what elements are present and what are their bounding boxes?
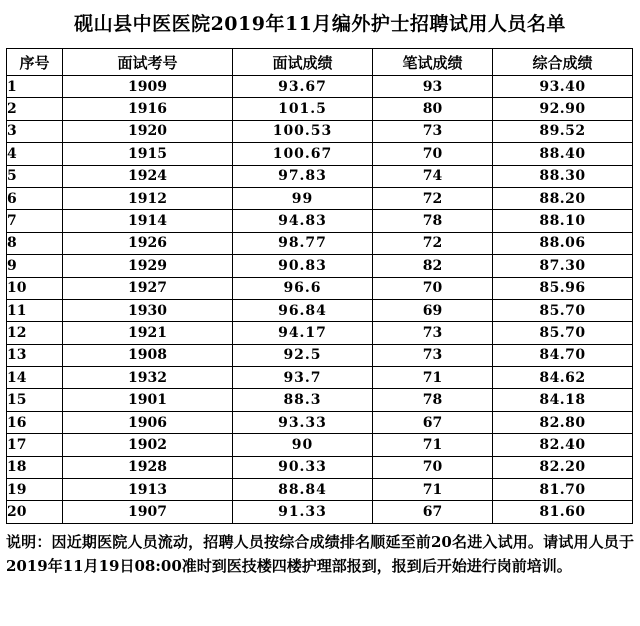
table-row xyxy=(7,143,633,165)
cell-interview-score: 94.17 xyxy=(233,322,373,344)
cell-interview-id: 1932 xyxy=(63,367,233,389)
table-row xyxy=(7,479,633,501)
table-row xyxy=(7,255,633,277)
header-seq: 序号 xyxy=(7,49,63,76)
table-row xyxy=(7,299,633,321)
cell-interview-id: 1908 xyxy=(63,344,233,366)
results-table xyxy=(6,48,633,524)
table-row xyxy=(7,344,633,366)
table-row xyxy=(7,434,633,456)
cell-total-score: 88.40 xyxy=(493,143,633,165)
cell-interview-id: 1929 xyxy=(63,255,233,277)
header-interview-id: 面试考号 xyxy=(63,49,233,76)
cell-written-score: 73 xyxy=(373,120,493,142)
cell-interview-id: 1912 xyxy=(63,187,233,209)
table-row xyxy=(7,389,633,411)
cell-written-score: 71 xyxy=(373,434,493,456)
table-row xyxy=(7,277,633,299)
cell-interview-score: 97.83 xyxy=(233,165,373,187)
cell-seq: 8 xyxy=(7,232,63,254)
cell-total-score: 85.70 xyxy=(493,322,633,344)
cell-written-score: 71 xyxy=(373,367,493,389)
cell-seq: 13 xyxy=(7,344,63,366)
table-row xyxy=(7,120,633,142)
cell-written-score: 67 xyxy=(373,501,493,523)
cell-written-score: 70 xyxy=(373,456,493,478)
cell-total-score: 89.52 xyxy=(493,120,633,142)
cell-written-score: 80 xyxy=(373,98,493,120)
cell-total-score: 92.90 xyxy=(493,98,633,120)
table-row xyxy=(7,322,633,344)
table-row xyxy=(7,456,633,478)
cell-seq: 15 xyxy=(7,389,63,411)
cell-interview-id: 1928 xyxy=(63,456,233,478)
cell-total-score: 81.70 xyxy=(493,479,633,501)
cell-interview-id: 1902 xyxy=(63,434,233,456)
cell-interview-score: 93.67 xyxy=(233,76,373,98)
cell-total-score: 81.60 xyxy=(493,501,633,523)
cell-interview-id: 1915 xyxy=(63,143,233,165)
cell-interview-score: 88.3 xyxy=(233,389,373,411)
table-row xyxy=(7,232,633,254)
cell-interview-score: 99 xyxy=(233,187,373,209)
document-title: 砚山县中医医院2019年11月编外护士招聘试用人员名单 xyxy=(74,13,566,35)
cell-seq: 17 xyxy=(7,434,63,456)
cell-written-score: 70 xyxy=(373,143,493,165)
table-row xyxy=(7,187,633,209)
cell-interview-score: 94.83 xyxy=(233,210,373,232)
cell-written-score: 73 xyxy=(373,344,493,366)
cell-interview-score: 91.33 xyxy=(233,501,373,523)
cell-seq: 19 xyxy=(7,479,63,501)
cell-interview-id: 1920 xyxy=(63,120,233,142)
cell-total-score: 88.20 xyxy=(493,187,633,209)
table-row xyxy=(7,367,633,389)
cell-seq: 4 xyxy=(7,143,63,165)
cell-seq: 2 xyxy=(7,98,63,120)
cell-interview-score: 96.6 xyxy=(233,277,373,299)
cell-total-score: 88.10 xyxy=(493,210,633,232)
cell-written-score: 93 xyxy=(373,76,493,98)
header-total-score: 综合成绩 xyxy=(493,49,633,76)
cell-written-score: 69 xyxy=(373,299,493,321)
cell-interview-id: 1907 xyxy=(63,501,233,523)
cell-interview-score: 88.84 xyxy=(233,479,373,501)
cell-written-score: 71 xyxy=(373,479,493,501)
table-row xyxy=(7,210,633,232)
cell-total-score: 82.20 xyxy=(493,456,633,478)
cell-seq: 14 xyxy=(7,367,63,389)
cell-interview-id: 1927 xyxy=(63,277,233,299)
cell-seq: 7 xyxy=(7,210,63,232)
cell-interview-score: 90 xyxy=(233,434,373,456)
cell-total-score: 93.40 xyxy=(493,76,633,98)
header-written-score: 笔试成绩 xyxy=(373,49,493,76)
cell-written-score: 70 xyxy=(373,277,493,299)
cell-total-score: 88.06 xyxy=(493,232,633,254)
cell-written-score: 78 xyxy=(373,389,493,411)
cell-interview-id: 1914 xyxy=(63,210,233,232)
cell-interview-score: 96.84 xyxy=(233,299,373,321)
cell-written-score: 67 xyxy=(373,411,493,433)
cell-interview-id: 1901 xyxy=(63,389,233,411)
cell-interview-score: 93.33 xyxy=(233,411,373,433)
cell-written-score: 73 xyxy=(373,322,493,344)
cell-written-score: 78 xyxy=(373,210,493,232)
cell-seq: 1 xyxy=(7,76,63,98)
cell-total-score: 85.70 xyxy=(493,299,633,321)
cell-interview-id: 1906 xyxy=(63,411,233,433)
table-row xyxy=(7,411,633,433)
cell-written-score: 82 xyxy=(373,255,493,277)
cell-seq: 18 xyxy=(7,456,63,478)
cell-written-score: 74 xyxy=(373,165,493,187)
cell-interview-id: 1921 xyxy=(63,322,233,344)
cell-interview-id: 1909 xyxy=(63,76,233,98)
cell-seq: 11 xyxy=(7,299,63,321)
cell-written-score: 72 xyxy=(373,187,493,209)
cell-interview-score: 90.83 xyxy=(233,255,373,277)
cell-interview-score: 101.5 xyxy=(233,98,373,120)
cell-seq: 9 xyxy=(7,255,63,277)
explanation-note: 说明：因近期医院人员流动，招聘人员按综合成绩排名顺延至前20名进入试用。请试用人员于2019年11月19日08:00准时到医技楼四楼护理部报到，报到后开始进行岗前培训。 xyxy=(6,532,634,575)
cell-interview-score: 92.5 xyxy=(233,344,373,366)
cell-interview-id: 1924 xyxy=(63,165,233,187)
cell-interview-id: 1916 xyxy=(63,98,233,120)
cell-seq: 20 xyxy=(7,501,63,523)
header-interview-score: 面试成绩 xyxy=(233,49,373,76)
cell-seq: 12 xyxy=(7,322,63,344)
cell-total-score: 84.70 xyxy=(493,344,633,366)
table-row xyxy=(7,98,633,120)
cell-interview-id: 1930 xyxy=(63,299,233,321)
cell-written-score: 72 xyxy=(373,232,493,254)
cell-total-score: 84.62 xyxy=(493,367,633,389)
cell-interview-score: 100.67 xyxy=(233,143,373,165)
cell-total-score: 84.18 xyxy=(493,389,633,411)
table-row xyxy=(7,501,633,523)
table-header-row xyxy=(7,49,633,76)
cell-total-score: 85.96 xyxy=(493,277,633,299)
table-body xyxy=(7,76,633,524)
cell-total-score: 87.30 xyxy=(493,255,633,277)
cell-total-score: 82.80 xyxy=(493,411,633,433)
cell-interview-id: 1913 xyxy=(63,479,233,501)
cell-total-score: 82.40 xyxy=(493,434,633,456)
cell-total-score: 88.30 xyxy=(493,165,633,187)
cell-interview-id: 1926 xyxy=(63,232,233,254)
cell-interview-score: 93.7 xyxy=(233,367,373,389)
cell-interview-score: 98.77 xyxy=(233,232,373,254)
cell-seq: 16 xyxy=(7,411,63,433)
cell-interview-score: 90.33 xyxy=(233,456,373,478)
cell-seq: 5 xyxy=(7,165,63,187)
cell-seq: 3 xyxy=(7,120,63,142)
table-row xyxy=(7,165,633,187)
table-row xyxy=(7,76,633,98)
cell-seq: 10 xyxy=(7,277,63,299)
cell-seq: 6 xyxy=(7,187,63,209)
cell-interview-score: 100.53 xyxy=(233,120,373,142)
